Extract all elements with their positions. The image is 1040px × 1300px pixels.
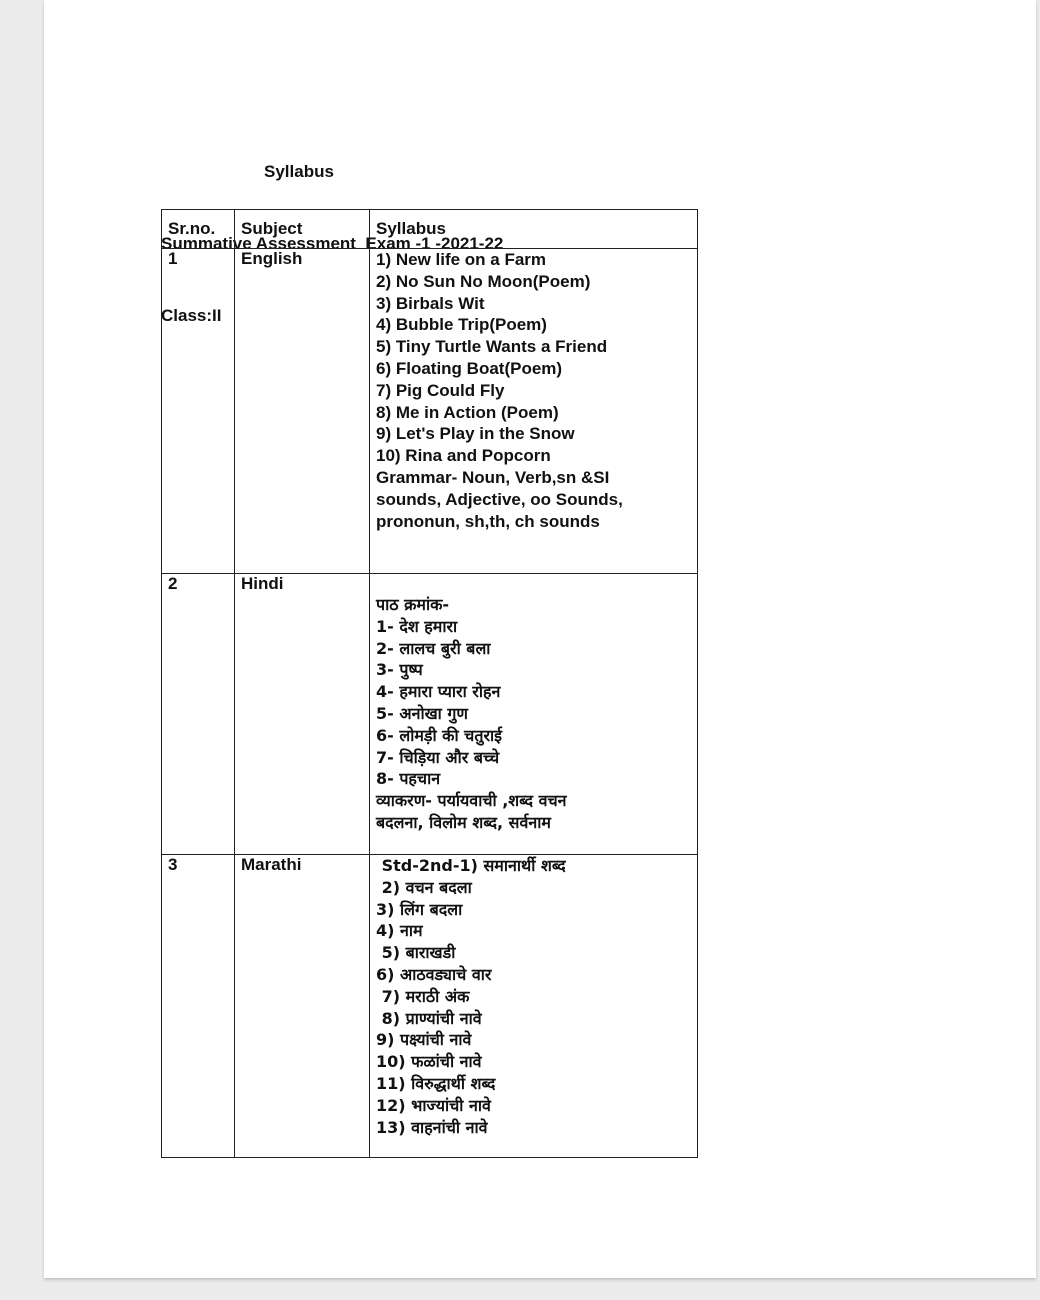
- syllabus-item: 4) नाम: [376, 921, 423, 941]
- syllabus-table: [161, 209, 698, 1158]
- syllabus-item: 1) New life on a Farm: [376, 250, 547, 269]
- syllabus-item: बदलना, विलोम शब्द, सर्वनाम: [376, 812, 551, 832]
- syllabus-item: 5) बाराखडी: [376, 943, 456, 963]
- syllabus-item: 7) Pig Could Fly: [376, 380, 505, 400]
- syllabus-item: 1- देश हमारा: [376, 616, 458, 636]
- table-header-row: [162, 210, 698, 249]
- syllabus-item: 5) Tiny Turtle Wants a Friend: [376, 337, 608, 357]
- table-row-hindi: [162, 574, 698, 855]
- syllabus-item: 3) लिंग बदला: [376, 899, 463, 919]
- table-row-marathi: [162, 855, 698, 1158]
- syllabus-item: 3- पुष्प: [376, 660, 423, 680]
- syllabus-item: 9) पक्ष्यांची नावे: [376, 1030, 472, 1050]
- syllabus-list-english: [376, 249, 691, 532]
- column-header-srno: Sr.no.: [162, 210, 235, 249]
- syllabus-item: 8) Me in Action (Poem): [376, 402, 559, 422]
- syllabus-item: 2) No Sun No Moon(Poem): [376, 271, 591, 291]
- syllabus-item: 9) Let's Play in the Snow: [376, 424, 575, 444]
- srno-cell: 3: [162, 855, 235, 1158]
- syllabus-item: 8) प्राण्यांची नावे: [376, 1008, 482, 1028]
- syllabus-cell: [370, 574, 698, 855]
- syllabus-item: 10) फळांची नावे: [376, 1052, 482, 1072]
- table-row-english: [162, 249, 698, 574]
- column-header-subject: Subject: [235, 210, 370, 249]
- class-label: Class:II: [161, 306, 222, 325]
- syllabus-item: 10) Rina and Popcorn: [376, 446, 551, 466]
- syllabus-item: पाठ क्रमांक-: [376, 595, 450, 614]
- srno-cell: 1: [162, 249, 235, 574]
- syllabus-item: 7- चिड़िया और बच्चे: [376, 747, 500, 767]
- syllabus-item: 6) आठवड्याचे वार: [376, 964, 492, 984]
- syllabus-item: 13) वाहनांची नावे: [376, 1117, 488, 1137]
- syllabus-item: व्याकरण- पर्यायवाची ,शब्द वचन: [376, 791, 567, 811]
- syllabus-item: 2) वचन बदला: [376, 877, 472, 897]
- subject-cell: English: [235, 249, 370, 574]
- syllabus-item: 3) Birbals Wit: [376, 293, 485, 313]
- subject-cell: Marathi: [235, 855, 370, 1158]
- syllabus-item: 12) भाज्यांची नावे: [376, 1095, 491, 1115]
- syllabus-cell: [370, 249, 698, 574]
- syllabus-item: 6) Floating Boat(Poem): [376, 358, 563, 378]
- syllabus-item: prononun, sh,th, ch sounds: [376, 511, 600, 531]
- syllabus-item: Std-2nd-1) समानार्थी शब्द: [376, 856, 566, 875]
- syllabus-item: 7) मराठी अंक: [376, 986, 470, 1006]
- column-header-syllabus: Syllabus: [370, 210, 698, 249]
- syllabus-item: 4- हमारा प्यारा रोहन: [376, 682, 501, 702]
- syllabus-list-hindi: [376, 594, 691, 834]
- syllabus-item: 11) विरुद्धार्थी शब्द: [376, 1073, 496, 1093]
- subject-cell: Hindi: [235, 574, 370, 855]
- syllabus-item: 5- अनोखा गुण: [376, 703, 468, 723]
- syllabus-item: 4) Bubble Trip(Poem): [376, 315, 547, 335]
- exam-title: Summative Assessment Exam -1 -2021-22: [161, 234, 504, 253]
- syllabus-item: sounds, Adjective, oo Sounds,: [376, 489, 623, 509]
- syllabus-item: Grammar- Noun, Verb,sn &SI: [376, 467, 610, 487]
- page-title: Syllabus: [264, 162, 334, 181]
- syllabus-list-marathi: [376, 855, 691, 1138]
- syllabus-item: 2- लालच बुरी बला: [376, 638, 491, 658]
- srno-cell: 2: [162, 574, 235, 855]
- syllabus-cell: [370, 855, 698, 1158]
- syllabus-item: 8- पहचान: [376, 769, 441, 789]
- syllabus-item: 6- लोमड़ी की चतुराई: [376, 725, 503, 745]
